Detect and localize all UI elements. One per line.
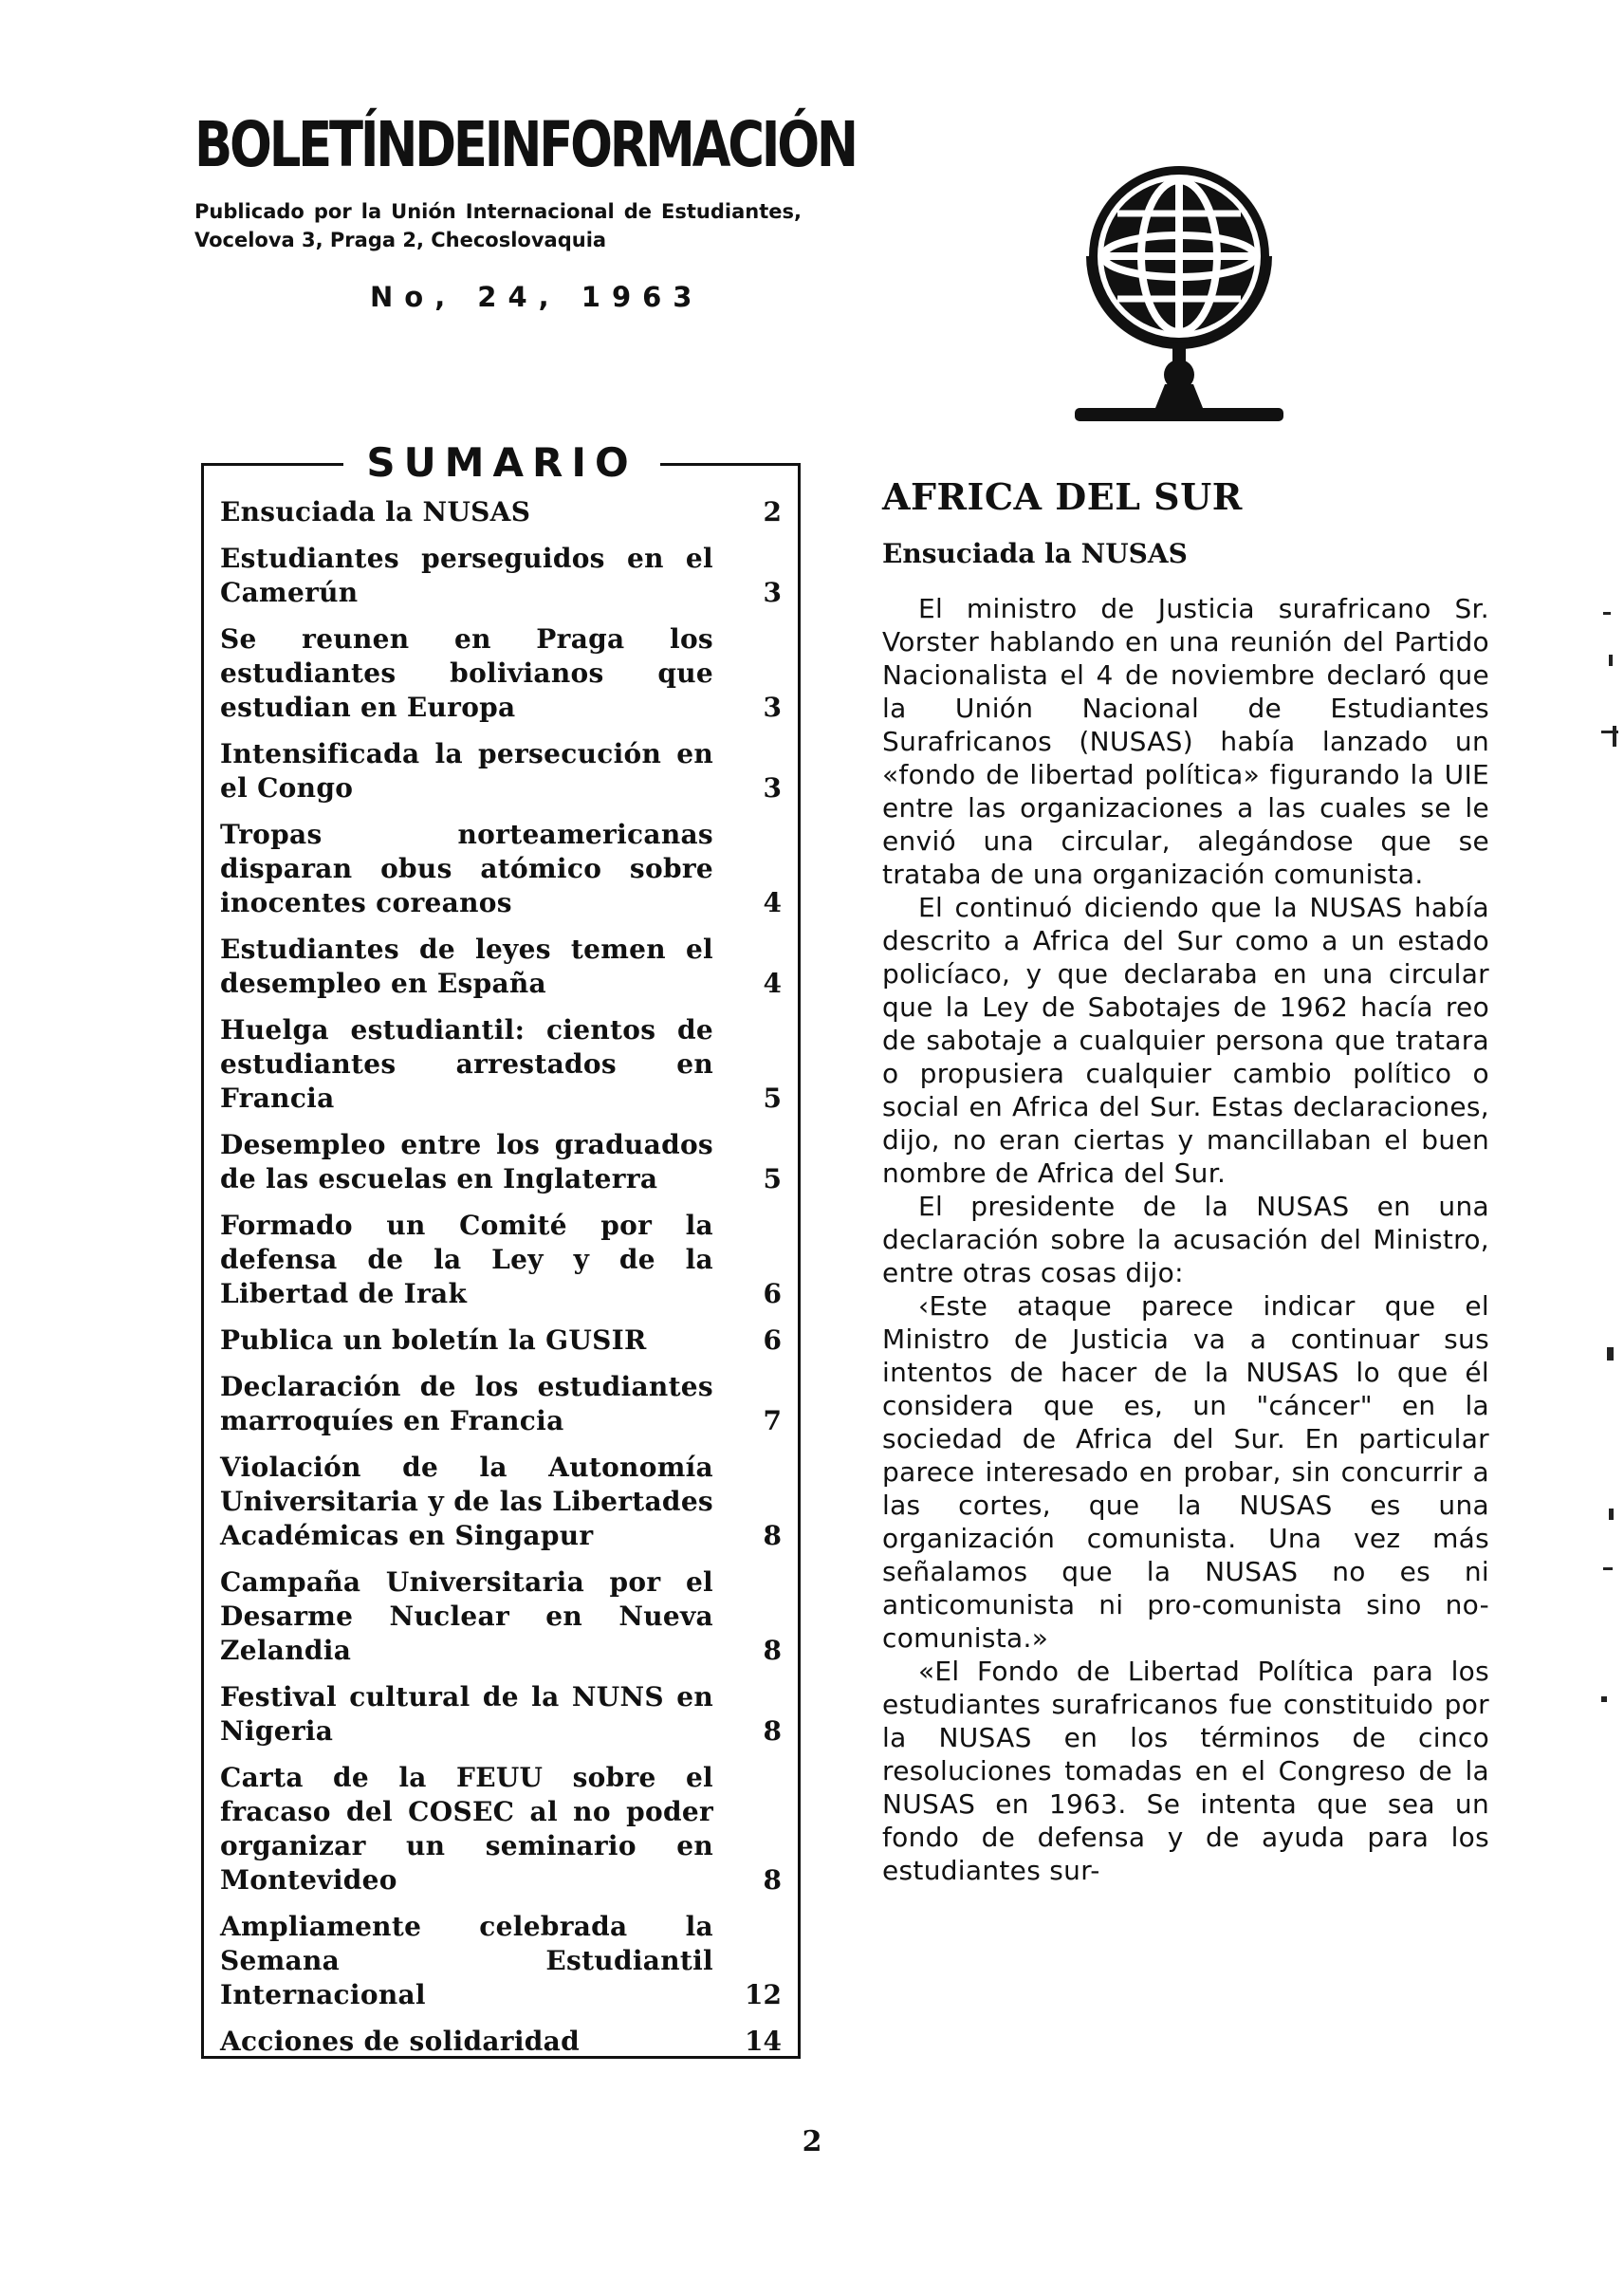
margin-scan-mark bbox=[1603, 612, 1611, 615]
bulletin-title: BOLETÍNDEINFORMACIÓN bbox=[194, 108, 856, 181]
toc-item-title: Violación de la Autonomía Universitaria y de las Libertades Académicas en Singapur bbox=[220, 1452, 713, 1551]
toc-item-page: 8 bbox=[763, 1864, 782, 1896]
article-subtitle: Ensuciada la NUSAS bbox=[882, 538, 1188, 569]
margin-scan-mark bbox=[1607, 1347, 1614, 1361]
toc-item-page: 6 bbox=[763, 1324, 782, 1356]
toc-item-page: 4 bbox=[763, 968, 782, 999]
toc-item bbox=[220, 1128, 782, 1196]
article bbox=[882, 474, 1489, 1887]
toc-item-page: 8 bbox=[763, 1520, 782, 1551]
toc-item-page: 3 bbox=[763, 577, 782, 608]
toc-item bbox=[220, 1680, 782, 1749]
toc-item-page: 6 bbox=[763, 1278, 782, 1309]
section-title: AFRICA DEL SUR bbox=[882, 475, 1243, 518]
toc-item-page: 3 bbox=[763, 772, 782, 804]
toc-item-title: Ensuciada la NUSAS bbox=[220, 496, 531, 528]
issue-number: No, 24, 1963 bbox=[370, 281, 704, 313]
toc-item-title: Tropas norteamericanas disparan obus atómico sobre inocentes coreanos bbox=[220, 819, 713, 918]
toc-item bbox=[220, 1209, 782, 1311]
toc-item-title: Publica un boletín la GUSIR bbox=[220, 1324, 647, 1356]
toc-item bbox=[220, 1324, 782, 1358]
toc-item-page: 8 bbox=[763, 1715, 782, 1747]
toc-item bbox=[220, 737, 782, 805]
toc-item bbox=[220, 622, 782, 725]
toc-item-title: Carta de la FEUU sobre el fracaso del COSEC al no poder organizar un seminario en Montevideo bbox=[220, 1762, 713, 1896]
article-paragraph: El ministro de Justicia surafricano Sr. Vorster hablando en una reunión del Partido Nacionalista el 4 de noviembre declaró que la Unión Nacional de Estudiantes Surafricanos (NUSAS) había lanzado un «fondo de libertad política» figurando la UIE entre las organizaciones a las cuales se le envió una circular, alegándose que se trataba de una organización comunista. bbox=[882, 593, 1489, 890]
toc-item bbox=[220, 1451, 782, 1553]
toc-item-title: Formado un Comité por la defensa de la Ley y de la Libertad de Irak bbox=[220, 1210, 713, 1309]
toc-item-title: Campaña Universitaria por el Desarme Nuclear en Nueva Zelandia bbox=[220, 1566, 713, 1666]
toc-item bbox=[220, 1910, 782, 2012]
margin-scan-mark bbox=[1601, 1696, 1607, 1702]
toc-item-title: Huelga estudiantil: cientos de estudiantes arrestados en Francia bbox=[220, 1014, 713, 1114]
toc-item-page: 4 bbox=[763, 887, 782, 918]
toc-item bbox=[220, 933, 782, 1001]
margin-scan-mark bbox=[1603, 1567, 1613, 1570]
toc-item bbox=[220, 818, 782, 920]
toc-item-page: 12 bbox=[745, 1979, 782, 2010]
toc-item-page: 5 bbox=[763, 1163, 782, 1194]
toc-item-page: 5 bbox=[763, 1083, 782, 1114]
toc-item bbox=[220, 1370, 782, 1438]
toc-item-title: Estudiantes de leyes temen el desempleo en España bbox=[220, 934, 713, 999]
toc-item bbox=[220, 1013, 782, 1116]
margin-scan-mark bbox=[1609, 655, 1613, 666]
toc-item bbox=[220, 2025, 782, 2059]
publisher-line: Publicado por la Unión Internacional de Estudiantes, Vocelova 3, Praga 2, Checoslovaquia bbox=[194, 200, 802, 251]
toc-item bbox=[220, 1565, 782, 1668]
toc-item-title: Estudiantes perseguidos en el Camerún bbox=[220, 543, 713, 608]
toc-item-page: 7 bbox=[763, 1405, 782, 1436]
article-paragraph: ‹Este ataque parece indicar que el Ministro de Justicia va a continuar sus intentos de hacer de la NUSAS lo que él considera que es, un "cáncer" en la sociedad de Africa del Sur. En particular parece interesado en probar, sin concurrir a las cortes, que la NUSAS es una organización comunista. Una vez más señalamos que la NUSAS no es ni anticomunista ni pro-comunista sino no-comunista.» bbox=[882, 1290, 1489, 1654]
globe-logo-icon bbox=[1061, 142, 1298, 427]
toc-item bbox=[220, 495, 782, 529]
toc-item-title: Desempleo entre los graduados de las escuelas en Inglaterra bbox=[220, 1129, 713, 1194]
article-paragraph: «El Fondo de Libertad Política para los estudiantes surafricanos fue constituido por la NUSAS en los términos de cinco resoluciones tomadas en el Congreso de la NUSAS en 1963. Se intenta que sea un fondo de defensa y de ayuda para los estudiantes sur- bbox=[882, 1656, 1489, 1886]
toc-item-title: Ampliamente celebrada la Semana Estudiantil Internacional bbox=[220, 1911, 713, 2010]
toc-item bbox=[220, 542, 782, 610]
margin-scan-mark bbox=[1609, 1509, 1614, 1520]
toc-item-page: 14 bbox=[745, 2026, 782, 2057]
toc-list bbox=[220, 495, 782, 2071]
toc-item-page: 8 bbox=[763, 1635, 782, 1666]
toc-item bbox=[220, 1761, 782, 1898]
masthead bbox=[194, 108, 856, 313]
toc-item-page: 3 bbox=[763, 692, 782, 723]
toc-item-title: Acciones de solidaridad bbox=[220, 2026, 580, 2057]
article-paragraph: El presidente de la NUSAS en una declaración sobre la acusación del Ministro, entre otras cosas dijo: bbox=[882, 1191, 1489, 1288]
margin-scan-mark bbox=[1613, 726, 1616, 747]
toc-item-title: Declaración de los estudiantes marroquíes en Francia bbox=[220, 1371, 713, 1436]
toc-item-title: Se reunen en Praga los estudiantes bolivianos que estudian en Europa bbox=[220, 623, 713, 723]
toc-heading: SUMARIO bbox=[366, 439, 637, 486]
toc-item-title: Intensificada la persecución en el Congo bbox=[220, 738, 713, 804]
article-paragraph: El continuó diciendo que la NUSAS había descrito a Africa del Sur como a un estado policíaco, y que declaraba en una circular que la Ley de Sabotajes de 1962 hacía reo de sabotaje a cualquier persona que tratara o propusiera cualquier cambio político o social en Africa del Sur. Estas declaraciones, dijo, no eran ciertas y mancillaban el buen nombre de Africa del Sur. bbox=[882, 892, 1489, 1189]
toc-item-title: Festival cultural de la NUNS en Nigeria bbox=[220, 1681, 713, 1747]
page-number: 2 bbox=[802, 2125, 822, 2158]
toc-item-page: 2 bbox=[763, 496, 782, 528]
